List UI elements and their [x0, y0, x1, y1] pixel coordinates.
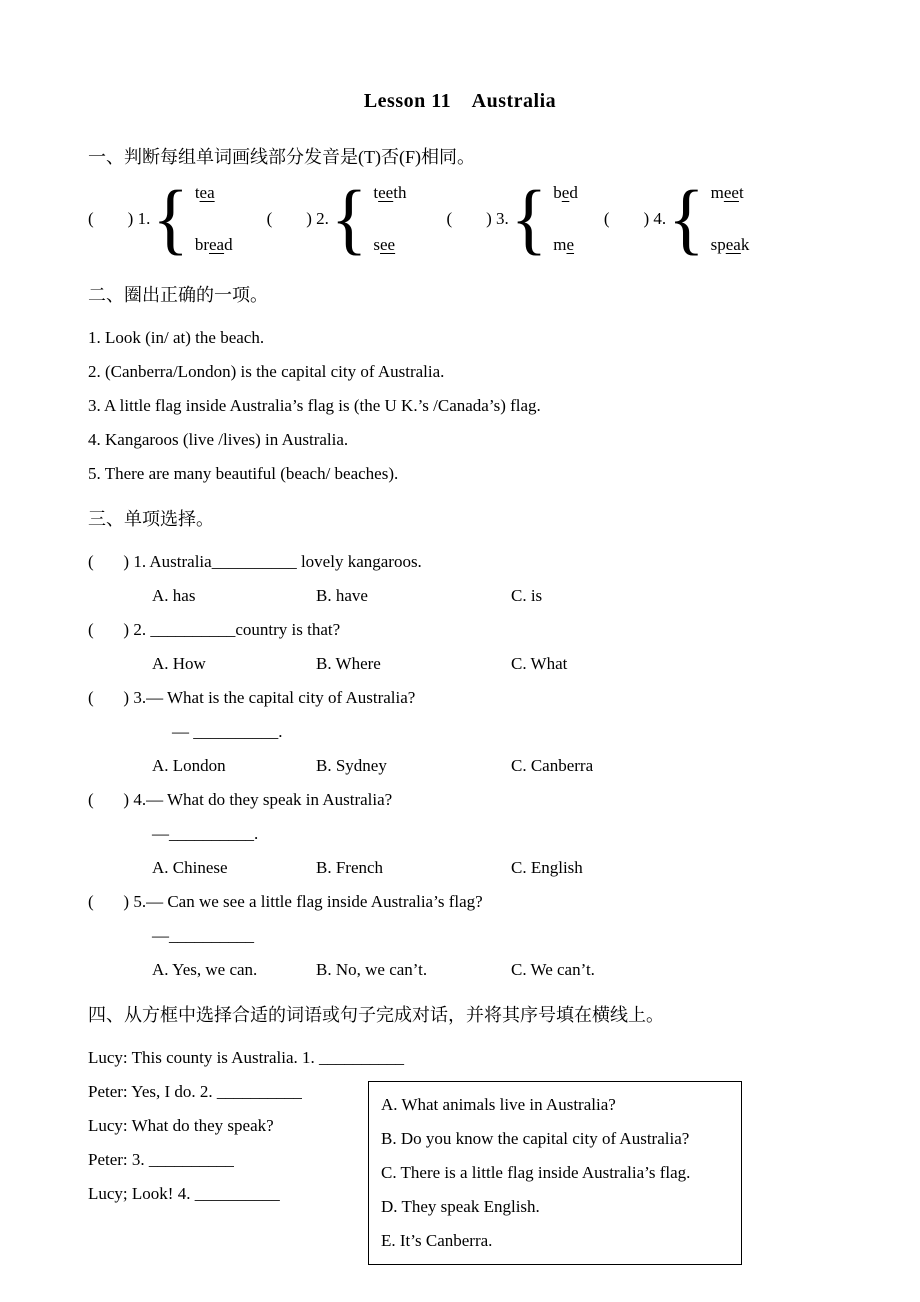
section-2-heading: 二、圈出正确的一项。 — [88, 285, 268, 305]
word-pair — [553, 183, 578, 255]
word-part: k — [740, 235, 750, 254]
box-option-c: C. There is a little flag inside Australia’s flag. — [381, 1163, 691, 1182]
options-row — [152, 579, 832, 613]
word-part: d — [569, 183, 578, 202]
question-stem: ( ) 3.— What is the capital city of Australia? — [88, 688, 416, 707]
option-c: C. English — [511, 858, 583, 877]
brace-icon: { — [330, 174, 368, 263]
answer-blank-label: ( ) 1. — [88, 209, 151, 228]
answer-blank-label: ( ) 3. — [446, 209, 509, 228]
options-row — [152, 647, 832, 681]
multiple-choice-question — [88, 885, 832, 987]
dialogue-line: Lucy; Look! 4. __________ — [88, 1184, 280, 1203]
word-part: t — [738, 183, 744, 202]
answer-choices-box — [368, 1081, 742, 1265]
option-c: C. We can’t. — [511, 960, 595, 979]
word-pair — [195, 183, 233, 255]
dialogue-line: Peter: 3. __________ — [88, 1150, 234, 1169]
word-part: d — [224, 235, 233, 254]
underlined-part: ea — [208, 235, 225, 254]
answer-blank-label: ( ) 2. — [266, 209, 329, 228]
options-row — [152, 749, 832, 783]
word-part: b — [553, 183, 562, 202]
list-item: 3. A little flag inside Australia’s flag is (the U K.’s /Canada’s) flag. — [88, 396, 541, 415]
multiple-choice-question — [88, 613, 832, 681]
word-bottom — [373, 235, 406, 255]
box-option-e: E. It’s Canberra. — [381, 1231, 493, 1250]
question-stem: ( ) 1. Australia__________ lovely kangaroos. — [88, 552, 422, 571]
page-title: Lesson 11 Australia — [363, 90, 557, 112]
section-3-heading: 三、单项选择。 — [88, 509, 214, 529]
word-part: m — [553, 235, 567, 254]
dialogue-line: Lucy: This county is Australia. 1. __________ — [88, 1048, 405, 1067]
underlined-part: ee — [378, 183, 394, 202]
multiple-choice-question — [88, 545, 832, 613]
underlined-part: ee — [723, 183, 739, 202]
options-row — [152, 851, 832, 885]
word-top — [373, 183, 406, 203]
question-stem: ( ) 5.— Can we see a little flag inside Australia’s flag? — [88, 892, 483, 911]
brace-icon: { — [668, 174, 705, 263]
word-part: t — [194, 183, 200, 202]
underlined-part: e — [566, 235, 575, 254]
section-4-heading: 四、从方框中选择合适的词语或句子完成对话，并将其序号填在横线上。 — [88, 1005, 664, 1025]
option-a: A. How — [152, 654, 206, 673]
multiple-choice-question — [88, 783, 832, 885]
word-bottom — [195, 235, 233, 255]
word-bottom — [711, 235, 750, 255]
box-option-b: B. Do you know the capital city of Australia? — [381, 1129, 690, 1148]
underlined-part: e — [561, 183, 570, 202]
underlined-part: ea — [199, 183, 215, 202]
option-b: B. No, we can’t. — [316, 960, 428, 979]
word-part: m — [710, 183, 724, 202]
dialogue-line: Lucy: What do they speak? — [88, 1116, 274, 1135]
answer-line: — __________. — [172, 722, 283, 741]
word-top — [711, 183, 750, 203]
word-pair — [373, 183, 406, 255]
underlined-part: ee — [380, 235, 396, 254]
question-stem: ( ) 4.— What do they speak in Australia? — [88, 790, 393, 809]
list-item: 1. Look (in/ at) the beach. — [88, 328, 265, 347]
word-bottom — [553, 235, 578, 255]
option-b: B. French — [316, 858, 384, 877]
multiple-choice-question — [88, 681, 832, 783]
option-a: A. Chinese — [152, 858, 228, 877]
pronunciation-row — [88, 174, 832, 263]
option-b: B. Where — [316, 654, 381, 673]
brace-icon: { — [510, 174, 548, 263]
section-1-heading: 一、判断每组单词画线部分发音是(T)否(F)相同。 — [88, 147, 475, 167]
answer-line: —__________ — [152, 926, 254, 945]
option-c: C. What — [511, 654, 568, 673]
word-part: t — [373, 183, 379, 202]
pronunciation-group-2 — [266, 174, 407, 263]
option-a: A. London — [152, 756, 226, 775]
option-a: A. Yes, we can. — [152, 960, 258, 979]
word-part: sp — [710, 235, 726, 254]
option-a: A. has — [152, 586, 196, 605]
answer-blank-label: ( ) 4. — [603, 209, 667, 228]
pronunciation-group-3 — [446, 174, 578, 263]
circle-correct-list — [88, 321, 832, 491]
list-item: 5. There are many beautiful (beach/ beaches). — [88, 464, 399, 483]
option-b: B. have — [316, 586, 368, 605]
options-row — [152, 953, 832, 987]
word-top — [553, 183, 578, 203]
dialogue-section — [88, 1041, 832, 1250]
brace-icon: { — [152, 174, 189, 263]
option-b: B. Sydney — [316, 756, 387, 775]
option-c: C. Canberra — [511, 756, 594, 775]
word-part: th — [393, 183, 407, 202]
box-option-a: A. What animals live in Australia? — [381, 1095, 616, 1114]
answer-line: —__________. — [152, 824, 259, 843]
option-c: C. is — [511, 586, 543, 605]
pronunciation-group-4 — [603, 174, 750, 263]
list-item: 4. Kangaroos (live /lives) in Australia. — [88, 430, 349, 449]
word-top — [195, 183, 233, 203]
question-stem: ( ) 2. __________country is that? — [88, 620, 341, 639]
word-part: s — [373, 235, 381, 254]
list-item: 2. (Canberra/London) is the capital city of Australia. — [88, 362, 445, 381]
word-pair — [711, 183, 750, 255]
box-option-d: D. They speak English. — [381, 1197, 540, 1216]
underlined-part: ea — [725, 235, 741, 254]
word-part: br — [194, 235, 209, 254]
pronunciation-group-1 — [88, 174, 233, 263]
dialogue-line: Peter: Yes, I do. 2. __________ — [88, 1082, 302, 1101]
